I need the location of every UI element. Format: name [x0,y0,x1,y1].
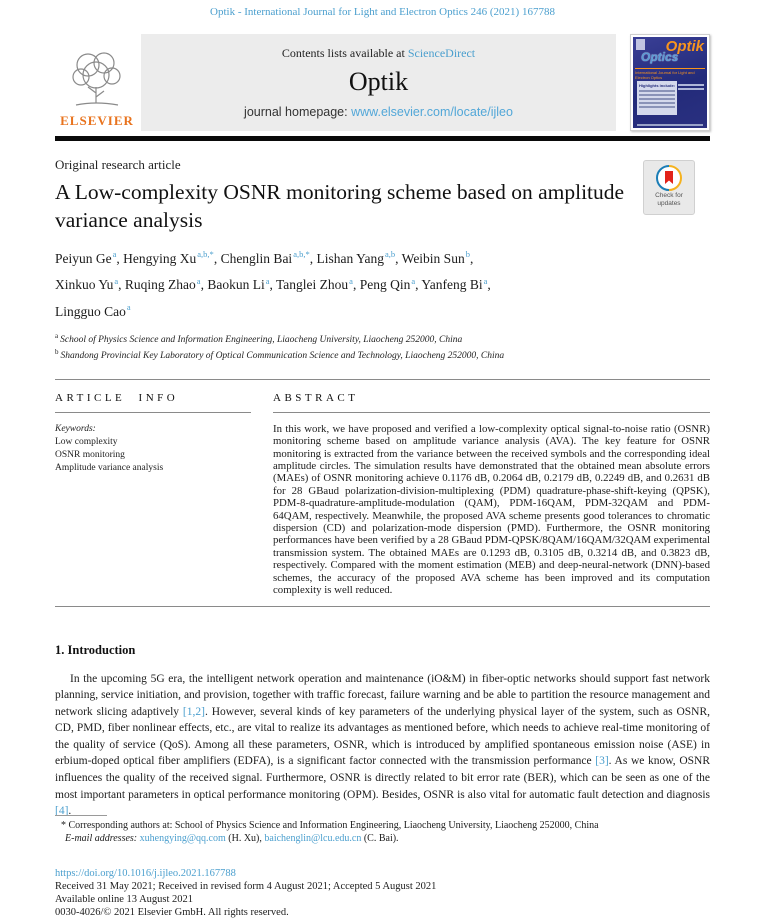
author-affil-sup: a [114,275,119,286]
author-affil-sup: a [411,275,416,286]
author-affil-sup: a,b,* [197,249,214,259]
abstract-heading: ABSTRACT [273,391,359,404]
cover-issue-info [678,82,704,90]
cover-publisher-chip [636,39,645,50]
corresponding-footnote [55,819,710,845]
author: Baokun Li$^a$, [207,275,276,292]
homepage-line [244,105,513,119]
author-affil-sup: a [196,275,201,286]
citation-link[interactable]: [3] [595,755,609,768]
affil-sup: b [55,347,59,356]
author-affil-sup: a [265,275,270,286]
author: Weibin Sun$^b$, [401,249,474,266]
intro-text: . As we know, OSNR influences the quality of the received signal. Furthermore, OSNR is directly related to bit error rate (BER), which can be seen as one of the most important parameters in optical performance monitoring (OPM). Besides, OSNR is also vital for automatic fault detection and diagnosis [55,755,710,801]
article-title: A Low-complexity OSNR monitoring scheme based on amplitude variance analysis [55,180,625,232]
author: Peng Qin$^a$, [359,275,422,292]
corresponding-line: * Corresponding authors at: School of Physics Science and Information Engineering, Liaocheng University, Liaocheng 252000, China [61,820,599,831]
sciencedirect-link[interactable]: ScienceDirect [407,46,476,60]
article-type-label: Original research article [55,157,181,172]
author: Hengying $Xu^{a,b,*}$, [123,249,221,266]
author-affil-sup: b [465,249,470,259]
keyword: Amplitude variance analysis [55,462,164,473]
author: Xinkuo Yu$^a$, [55,275,125,292]
keyword: Low complexity [55,436,118,447]
introduction-heading: 1. Introduction [55,642,136,657]
author-affil-sup: a,b [384,249,396,259]
cover-highlight-bar [639,94,675,96]
intro-text: . However, several kinds of key parameters of the underlying physical layer of the system, such as OSNR, CD, PMD, fiber nonlinear effects, etc., are vital to realize its advantages as mentioned before, which needs to achieve real-time monitoring of the quality of service (QoS). Among all these parameters, OSNR, which is introduced by amplified spontaneous emission noise (ASE) in erbium-doped optical fiber amplifiers (EDFA), is a significant factor connected with the transmission performance [55,705,711,768]
header-divider-bar [55,136,710,141]
doi-link[interactable]: https://doi.org/10.1016/j.ijleo.2021.167788 [55,868,236,879]
author: Ruqing Zhao$^a$, [124,275,208,292]
affil-sup: a [55,331,59,340]
received-dates: Received 31 May 2021; Received in revised form 4 August 2021; Accepted 5 August 2021 [55,881,437,892]
cover-highlights-label: Highlights include: [639,83,675,88]
cover-highlight-bar [639,98,675,100]
cover-issue-bar [678,88,704,90]
cover-highlight-bar [639,102,675,104]
article-info-rule [55,412,251,413]
introduction-paragraph [55,671,710,820]
email-line: E-mail addresses: xuhengying@qq.com (H. Xu), baichenglin@lcu.edu.cn (C. Bai). [65,833,399,844]
author: Peiyun Ge$^a$, [55,249,124,266]
elsevier-wordmark: ELSEVIER [60,113,134,128]
author: Tanglei Zhou$^a$, [276,275,360,292]
available-online: Available online 13 August 2021 [55,894,194,905]
cover-title-optik: Optik [665,38,704,55]
keyword: OSNR monitoring [55,449,125,460]
intro-text: . [68,805,72,818]
contents-line [282,46,475,61]
masthead-box [141,34,616,131]
footnote-star: * [61,820,66,831]
intro-text: In the upcoming 5G era, the intelligent network operation and maintenance (iO&M) in fiber-optic networks should support fast network planning, service initiation, and provision, together with traffic forecast, failure warning and be able to partition the resource management and network slicing adaptively [55,672,710,718]
email-label: E-mail addresses: [65,833,138,844]
affiliation: $^a$ School of Physics Science and Information Engineering, Liaocheng University, Liaocheng 252000, China [55,331,463,345]
author: Lingguo Cao$^a$ [55,302,131,319]
author-affil-sup: a [112,249,117,259]
abstract-column [273,392,710,597]
author-affil-sup: a [349,275,353,286]
homepage-prefix: journal homepage: [244,105,352,119]
affiliation: $^b$ Shandong Provincial Key Laboratory of Optical Communication Science and Technology, Liaocheng 252000, China [55,347,505,361]
author-affil-sup: a,b,* [293,249,310,259]
info-abstract-columns [55,392,710,597]
journal-cover [633,37,707,128]
keywords-label: Keywords: [55,423,96,434]
email-link-bai[interactable]: baichenglin@lcu.edu.cn [264,833,362,844]
author: Chenglin Bai$^{a,b,*}$, [220,249,317,266]
cover-highlight-bar [639,90,675,92]
contents-prefix: Contents lists available at [281,46,408,60]
footnote-rule [55,815,107,816]
elsevier-tree-icon [68,49,126,111]
journal-title: Optik [348,67,409,96]
author-list [55,243,710,323]
article-info-column [55,392,251,597]
homepage-url-link[interactable]: www.elsevier.com/locate/ijleo [351,105,513,119]
masthead [55,34,710,131]
cover-highlights-box [637,81,677,115]
elsevier-logo[interactable] [55,34,139,131]
article-info-heading: ARTICLE INFO [55,391,179,404]
email-link-xu[interactable]: xuhengying@qq.com [139,833,226,844]
author-affil-sup: a [483,275,488,286]
author-affil-sup: a [126,302,131,312]
cover-footer-bar [637,124,703,126]
cover-title-optics: Optics [641,50,679,64]
cover-highlight-bar [639,106,675,108]
abstract-bottom-rule [55,606,710,607]
check-for-updates-badge[interactable] [643,160,695,215]
check-for-updates-icon [656,165,682,191]
section-rule-top [55,379,710,380]
page-footer [55,815,710,919]
article-history [55,867,710,919]
abstract-rule [273,412,710,413]
author: Yanfeng Bi$^a$, [421,275,491,292]
cover-issue-bar [678,84,704,86]
affiliations [55,330,710,362]
abstract-text: In this work, we have proposed and verified a low-complexity optical signal-to-noise ratio (OSNR) monitoring scheme based on amplitude variance analysis (AVA). The key feature for OSNR monitoring is extracted from the variance between the received symbols and the corresponding ideal amplitude circles. The simulation results have demonstrated that the obtained mean absolute errors (MAEs) of OSNR monitoring achieve 0.1176 dB, 0.2064 dB, 0.2179 dB, 0.2249 dB, and 0.2631 dB for 28 GBaud polarization-division-multiplexing (PDM) quadrature-phase-shift-keying (QPSK), PDM-8-quadrature-amplitude-modulation (QAM), PDM-16QAM, PDM-32QAM and PDM-64QAM, respectively. Meanwhile, the proposed AVA scheme presents good tolerances to chromatic dispersion (CD) and polarization-mode dispersion (PMD). Furthermore, the OSNR monitoring performances have been verified by a 28 GBaud PDM-QPSK/8QAM/16QAM/32QAM experimental transmission system. The obtained MAEs are 0.1293 dB, 0.3105 dB, 0.3214 dB, and 0.3823 dB, respectively. Compared with the moment estimation (MEB) and deep-neural-network (DNN)-based schemes, the accuracy of the proposed AVA scheme has been improved and its computation complexity is well reduced. [273,422,710,597]
citation-link[interactable]: [1,2] [182,705,205,718]
keywords-block [55,423,251,475]
author: Lishan Yang$^{a,b}$, [316,249,402,266]
cover-tagline: International Journal for Light and Electron Optics [635,68,705,80]
journal-cover-thumbnail[interactable] [630,34,710,131]
citation-link[interactable]: [4] [55,805,69,818]
running-head: Optik - International Journal for Light and Electron Optics 246 (2021) 167788 [210,6,555,18]
check-for-updates-label: Check for updates [655,192,683,207]
copyright-line: 0030-4026/© 2021 Elsevier GmbH. All rights reserved. [55,907,289,918]
